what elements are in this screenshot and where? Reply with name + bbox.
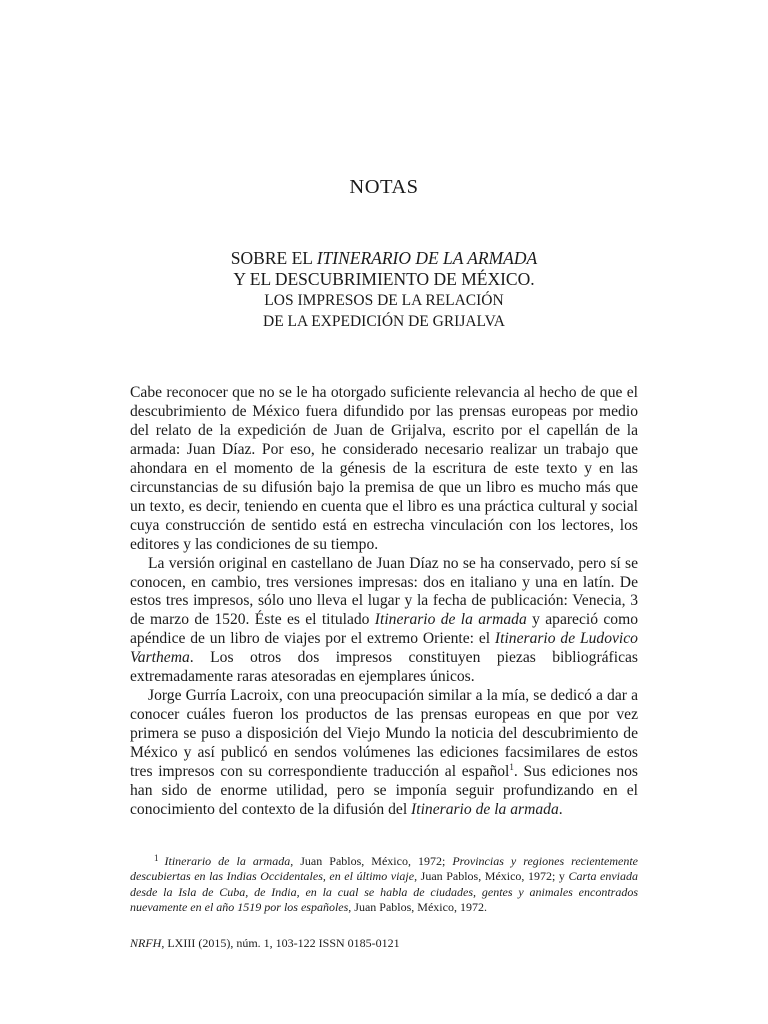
footnote-italic-3: Provincias y regiones recientemente descubiertas en las Indias Occidentales, en el último viaje [130, 854, 638, 884]
footnote-italic-1: Itinerario de la armada [164, 854, 291, 868]
section-heading: NOTAS [349, 176, 419, 198]
footnote-ref[interactable]: 1 [509, 762, 514, 773]
footnote [130, 851, 638, 915]
journal-citation [130, 936, 638, 951]
title-line-2: Y EL DESCUBRIMIENTO DE MÉXICO. [233, 269, 535, 289]
paragraph-2 [130, 555, 638, 688]
p2-text-c: y apareció como apéndice de un libro de viajes por el extremo Oriente: el [130, 611, 638, 648]
p3-italic-itinerario: Itinerario de la armada [411, 800, 559, 818]
citation-details: , LXIII (2015), núm. 1, 103-122 ISSN 0185-0121 [161, 936, 400, 950]
footnote-text-2: , Juan Pablos, México, 1972; [290, 854, 453, 868]
journal-name: NRFH [130, 936, 162, 950]
p3-text-d: . [558, 800, 563, 818]
p2-italic-itinerario: Itinerario de la armada [374, 611, 527, 629]
title-italic-work: ITINERARIO DE LA ARMADA [316, 248, 538, 268]
subtitle-line-1: LOS IMPRESOS DE LA RELACIÓN [264, 292, 504, 309]
footnote-text-4: , Juan Pablos, México, 1972; y [414, 869, 569, 884]
article-body [130, 384, 638, 820]
footnote-italic-5: Carta enviada desde la Isla de Cuba, de India, en la cual se habla de ciudades, gentes y animales encontrados nuevamente en el año 1519 por los españoles [130, 869, 639, 914]
p2-italic-varthema: Itinerario de Ludovico Varthema [130, 630, 638, 667]
article-title [0, 248, 768, 332]
paragraph-1: Cabe reconocer que no se le ha otorgado suficiente relevancia al hecho de que el descubrimiento de México fuera difundido por las prensas europeas por medio del relato de la expedición de Juan de Grijalva, escrito por el capellán de la armada: Juan Díaz. Por eso, he considerado necesario realizar un trabajo que ahondara en el momento de la génesis de la escritura de este texto y en las circunstancias de su difusión bajo la premisa de que un libro es mucho más que un texto, es decir, teniendo en cuenta que el libro es una práctica cultural y social cuya construcción de sentido está en estrecha vinculación con los lectores, los editores y las condiciones de su tiempo. [130, 384, 638, 553]
subtitle-line-2: DE LA EXPEDICIÓN DE GRIJALVA [263, 313, 505, 330]
paragraph-3 [130, 687, 638, 820]
title-line-1 [0, 248, 768, 269]
p3-text-b: . Sus ediciones nos han sido de enorme utilidad, pero se imponía seguir profundizando en el conocimiento del contexto de la difusión del [130, 763, 638, 818]
title-prefix: SOBRE EL [230, 248, 317, 268]
p3-text-a: Jorge Gurría Lacroix, con una preocupación similar a la mía, se dedicó a dar a conocer cuáles fueron los productos de las prensas europeas en que por vez primera se puso a disposición del Viejo Mundo la noticia del descubrimiento de México y así publicó en sendos volúmenes las ediciones facsimilares de estos tres impresos con su correspondiente traducción al español [130, 687, 638, 781]
footnote-number: 1 [154, 853, 159, 863]
p2-text-e: . Los otros dos impresos constituyen piezas bibliográficas extremadamente raras atesoradas en ejemplares únicos. [130, 649, 638, 686]
p2-text-a: La versión original en castellano de Juan Díaz no se ha conservado, pero sí se conocen, en cambio, tres versiones impresas: dos en italiano y una en latín. De estos tres impresos, sólo uno lleva el lugar y la fecha de publicación: Venecia, 3 de marzo de 1520. Éste es el titulado [130, 554, 638, 629]
footnote-text-6: , Juan Pablos, México, 1972. [348, 899, 487, 914]
